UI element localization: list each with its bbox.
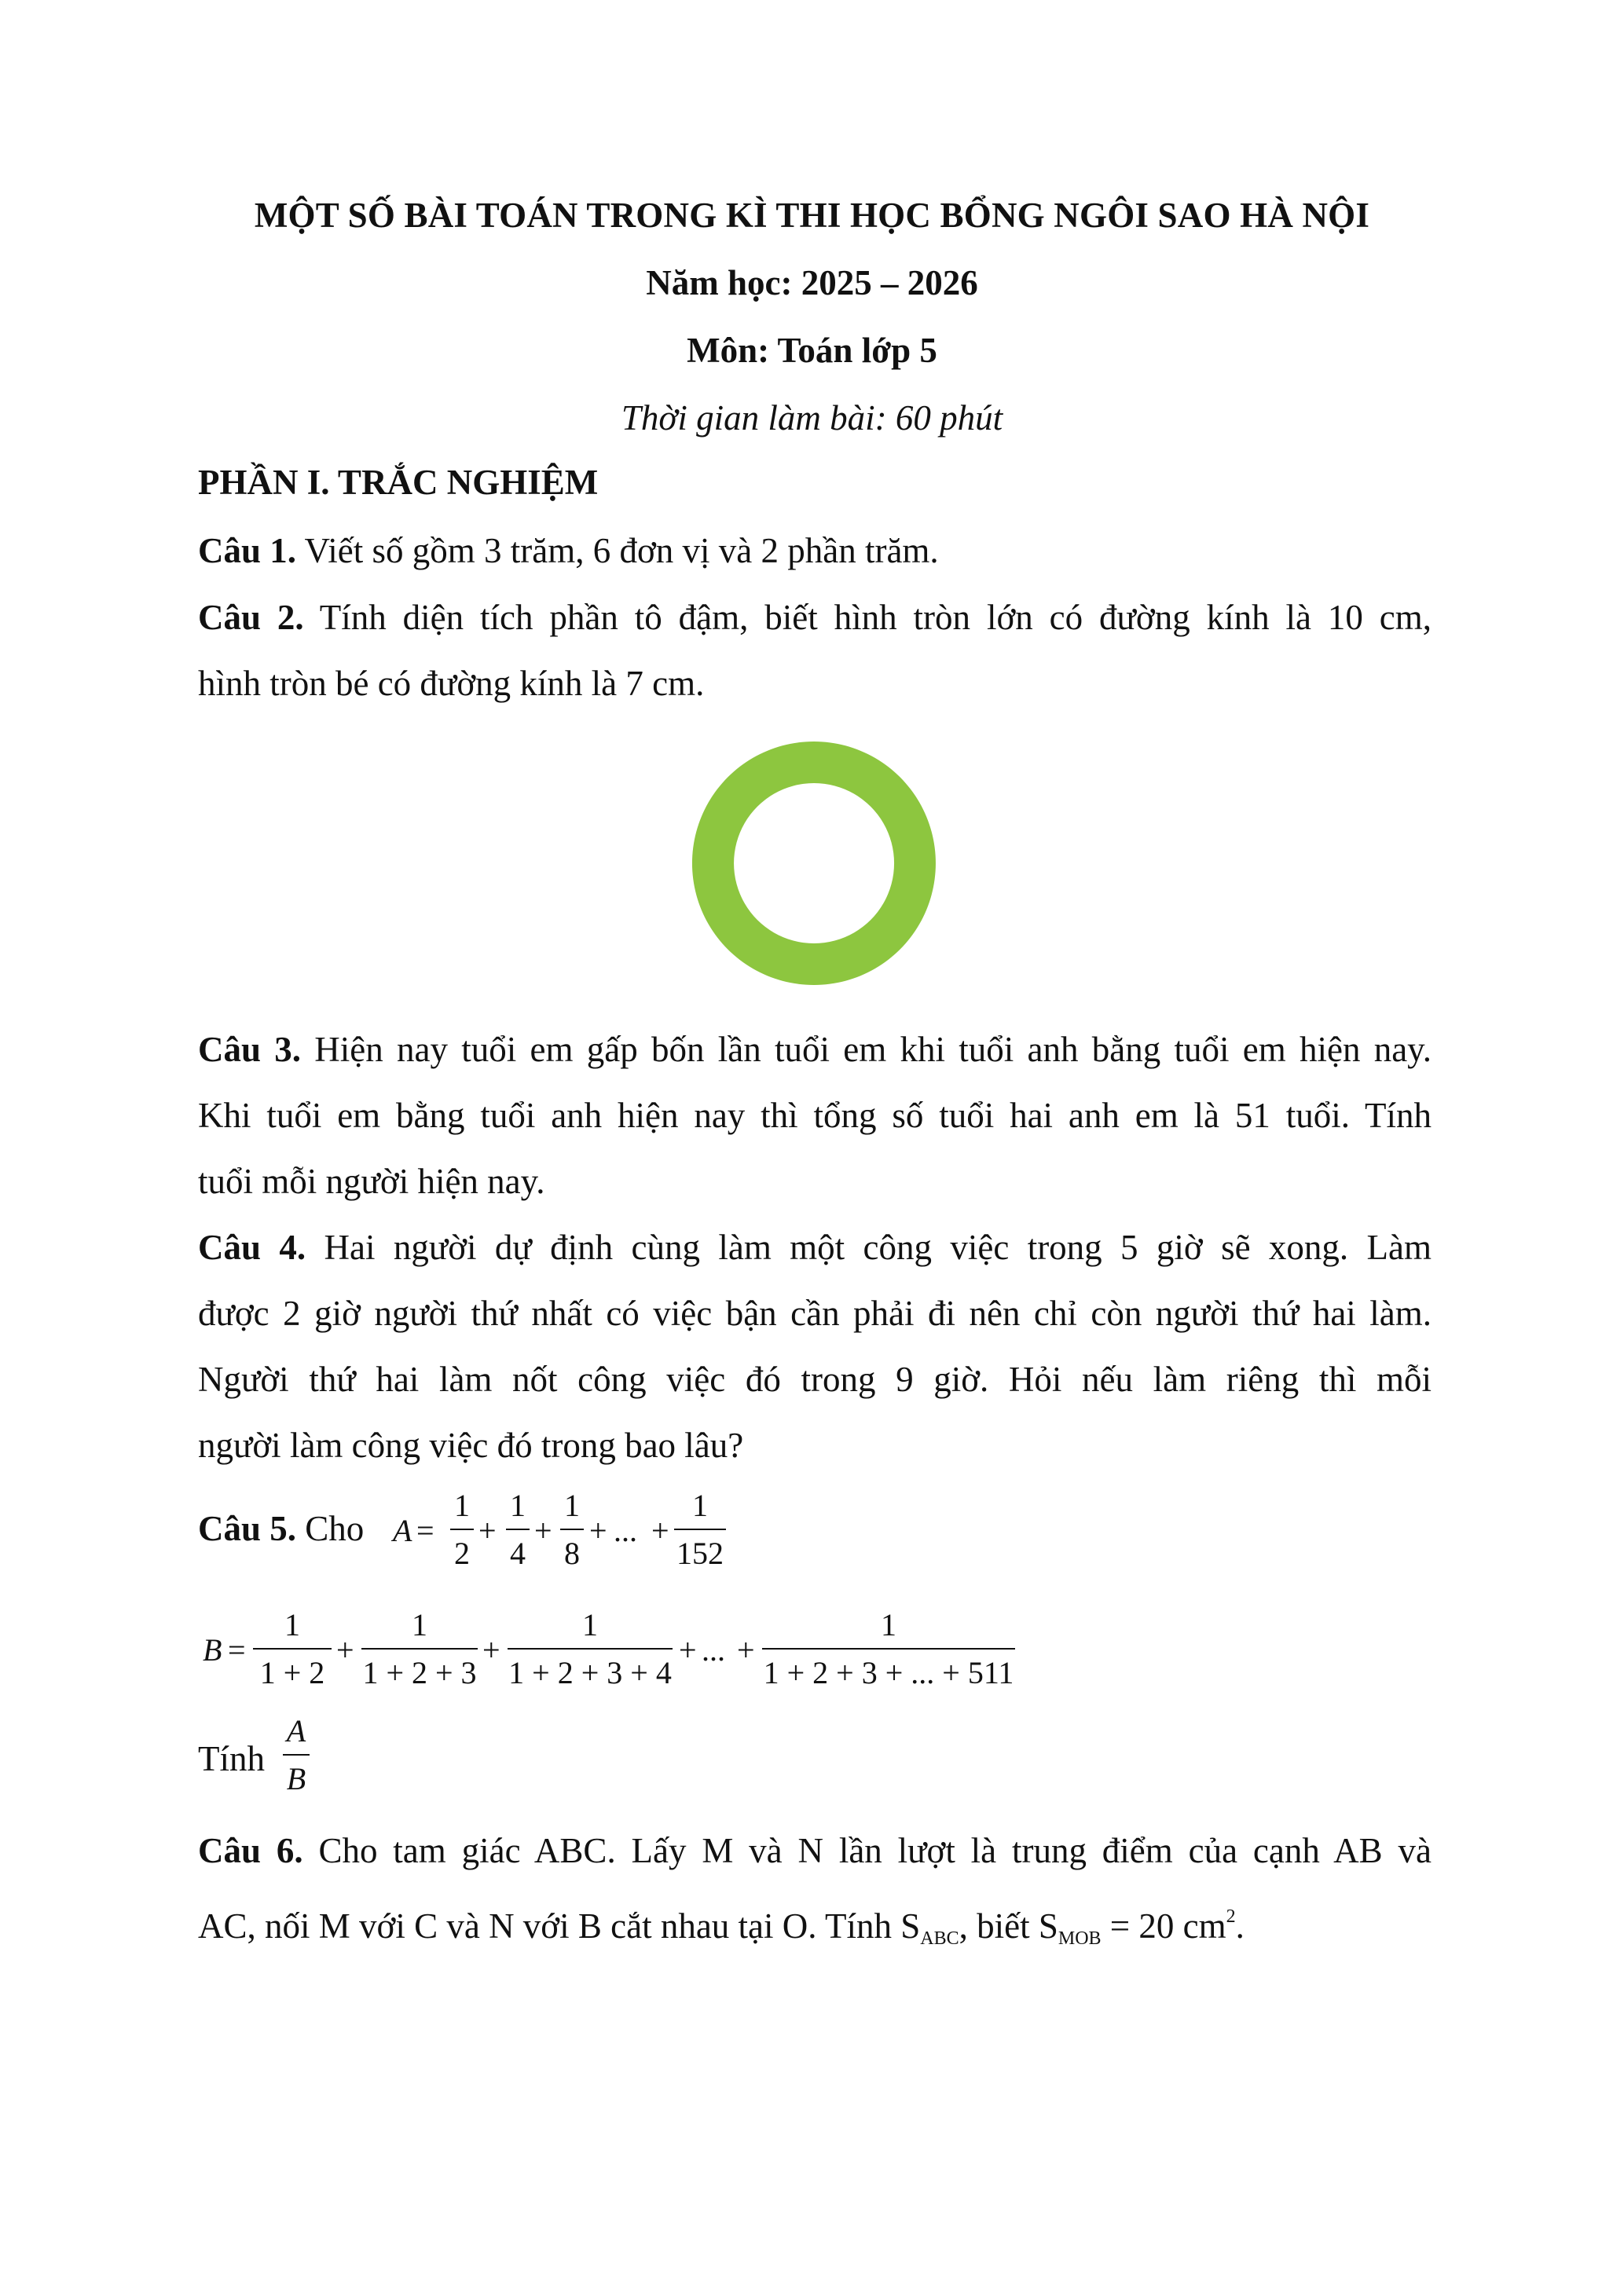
section-title: PHẦN I. TRẮC NGHIỆM: [198, 463, 599, 502]
question-5-ask: Tính: [198, 1739, 265, 1778]
annulus-figure: [690, 739, 938, 987]
question-6-label: Câu 6.: [198, 1831, 303, 1870]
plus-sign: +: [737, 1632, 755, 1668]
question-4-line-4: người làm công việc đó trong bao lâu?: [198, 1426, 744, 1465]
subject-line: Môn: Toán lớp 5: [687, 331, 937, 370]
question-5-label: Câu 5.: [198, 1509, 297, 1548]
question-1-text: Viết số gồm 3 trăm, 6 đơn vị và 2 phần trăm.: [296, 531, 939, 570]
question-4-line-3: Người thứ hai làm nốt công việc đó trong 9 giờ. Hỏi nếu làm riêng thì mỗi: [198, 1360, 1432, 1399]
question-3-line-3: tuổi mỗi người hiện nay.: [198, 1162, 545, 1201]
question-3-label: Câu 3.: [198, 1030, 302, 1069]
ellipsis: ...: [702, 1632, 725, 1668]
plus-sign: +: [482, 1632, 500, 1668]
question-6-line-1: Câu 6. Cho tam giác ABC. Lấy M và N lần lượt là trung điểm của cạnh AB và: [198, 1831, 1432, 1870]
formula-b-term-last: 1 1 + 2 + 3 + ... + 511: [763, 1607, 1014, 1690]
question-1-label: Câu 1.: [198, 531, 297, 570]
formula-b-name: B: [203, 1632, 222, 1668]
school-year: Năm học: 2025 – 2026: [646, 263, 978, 302]
question-4-label: Câu 4.: [198, 1228, 306, 1267]
ratio-fraction: A B: [283, 1712, 310, 1797]
plus-sign: +: [336, 1632, 354, 1668]
plus-sign: +: [589, 1513, 607, 1548]
formula-a-name: A: [393, 1513, 412, 1548]
formula-a-term-2: 1 4: [506, 1487, 530, 1572]
question-1: [198, 530, 1432, 571]
question-3-line-1: Câu 3. Hiện nay tuổi em gấp bốn lần tuổi em khi tuổi anh bằng tuổi em hiện nay.: [198, 1030, 1432, 1069]
duration-line: Thời gian làm bài: 60 phút: [621, 398, 1003, 438]
plus-sign: +: [478, 1513, 497, 1548]
document-title: MỘT SỐ BÀI TOÁN TRONG KÌ THI HỌC BỔNG NGÔI SAO HÀ NỘI: [254, 196, 1370, 235]
shaded-ring-diagram: [690, 739, 938, 987]
formula-b-term-2: 1 1 + 2 + 3: [362, 1607, 477, 1690]
question-5-intro: Câu 5. Cho: [198, 1509, 365, 1548]
shaded-ring: [692, 742, 936, 985]
question-4-line-1: Câu 4. Hai người dự định cùng làm một công việc trong 5 giờ sẽ xong. Làm: [198, 1228, 1432, 1267]
question-4-line-2: được 2 giờ người thứ nhất có việc bận cần phải đi nên chỉ còn người thứ hai làm.: [198, 1294, 1432, 1333]
plus-sign: +: [679, 1632, 697, 1668]
formula-b-term-3: 1 1 + 2 + 3 + 4: [508, 1607, 672, 1690]
formula-a-term-last: 1 152: [674, 1487, 726, 1572]
formula-a-equals: =: [416, 1513, 434, 1548]
question-6-line-2: AC, nối M với C và N với B cắt nhau tại O. Tính $S_{ABC}$, biết $S_{MOB} = 20$ $cm^2$.: [198, 1906, 1245, 1949]
question-2-label: Câu 2.: [198, 598, 304, 637]
question-2-line-1: Câu 2. Tính diện tích phần tô đậm, biết hình tròn lớn có đường kính là 10 cm,: [198, 598, 1432, 637]
formula-a-term-1: 1 2: [450, 1487, 474, 1572]
unit-exponent: 2: [1226, 1906, 1236, 1927]
area-subscript-abc: ABC: [920, 1928, 959, 1949]
formula-a-term-3: 1 8: [560, 1487, 584, 1572]
plus-sign: +: [651, 1513, 669, 1548]
ellipsis: ...: [614, 1513, 637, 1548]
formula-b-equals: =: [228, 1632, 246, 1668]
plus-sign: +: [534, 1513, 552, 1548]
formula-b-term-1: 1 1 + 2: [253, 1606, 332, 1691]
question-2-line-2: hình tròn bé có đường kính là 7 cm.: [198, 664, 705, 703]
question-3-line-2: Khi tuổi em bằng tuổi anh hiện nay thì tổng số tuổi hai anh em là 51 tuổi. Tính: [198, 1096, 1432, 1135]
area-subscript-mob: MOB: [1058, 1928, 1102, 1949]
